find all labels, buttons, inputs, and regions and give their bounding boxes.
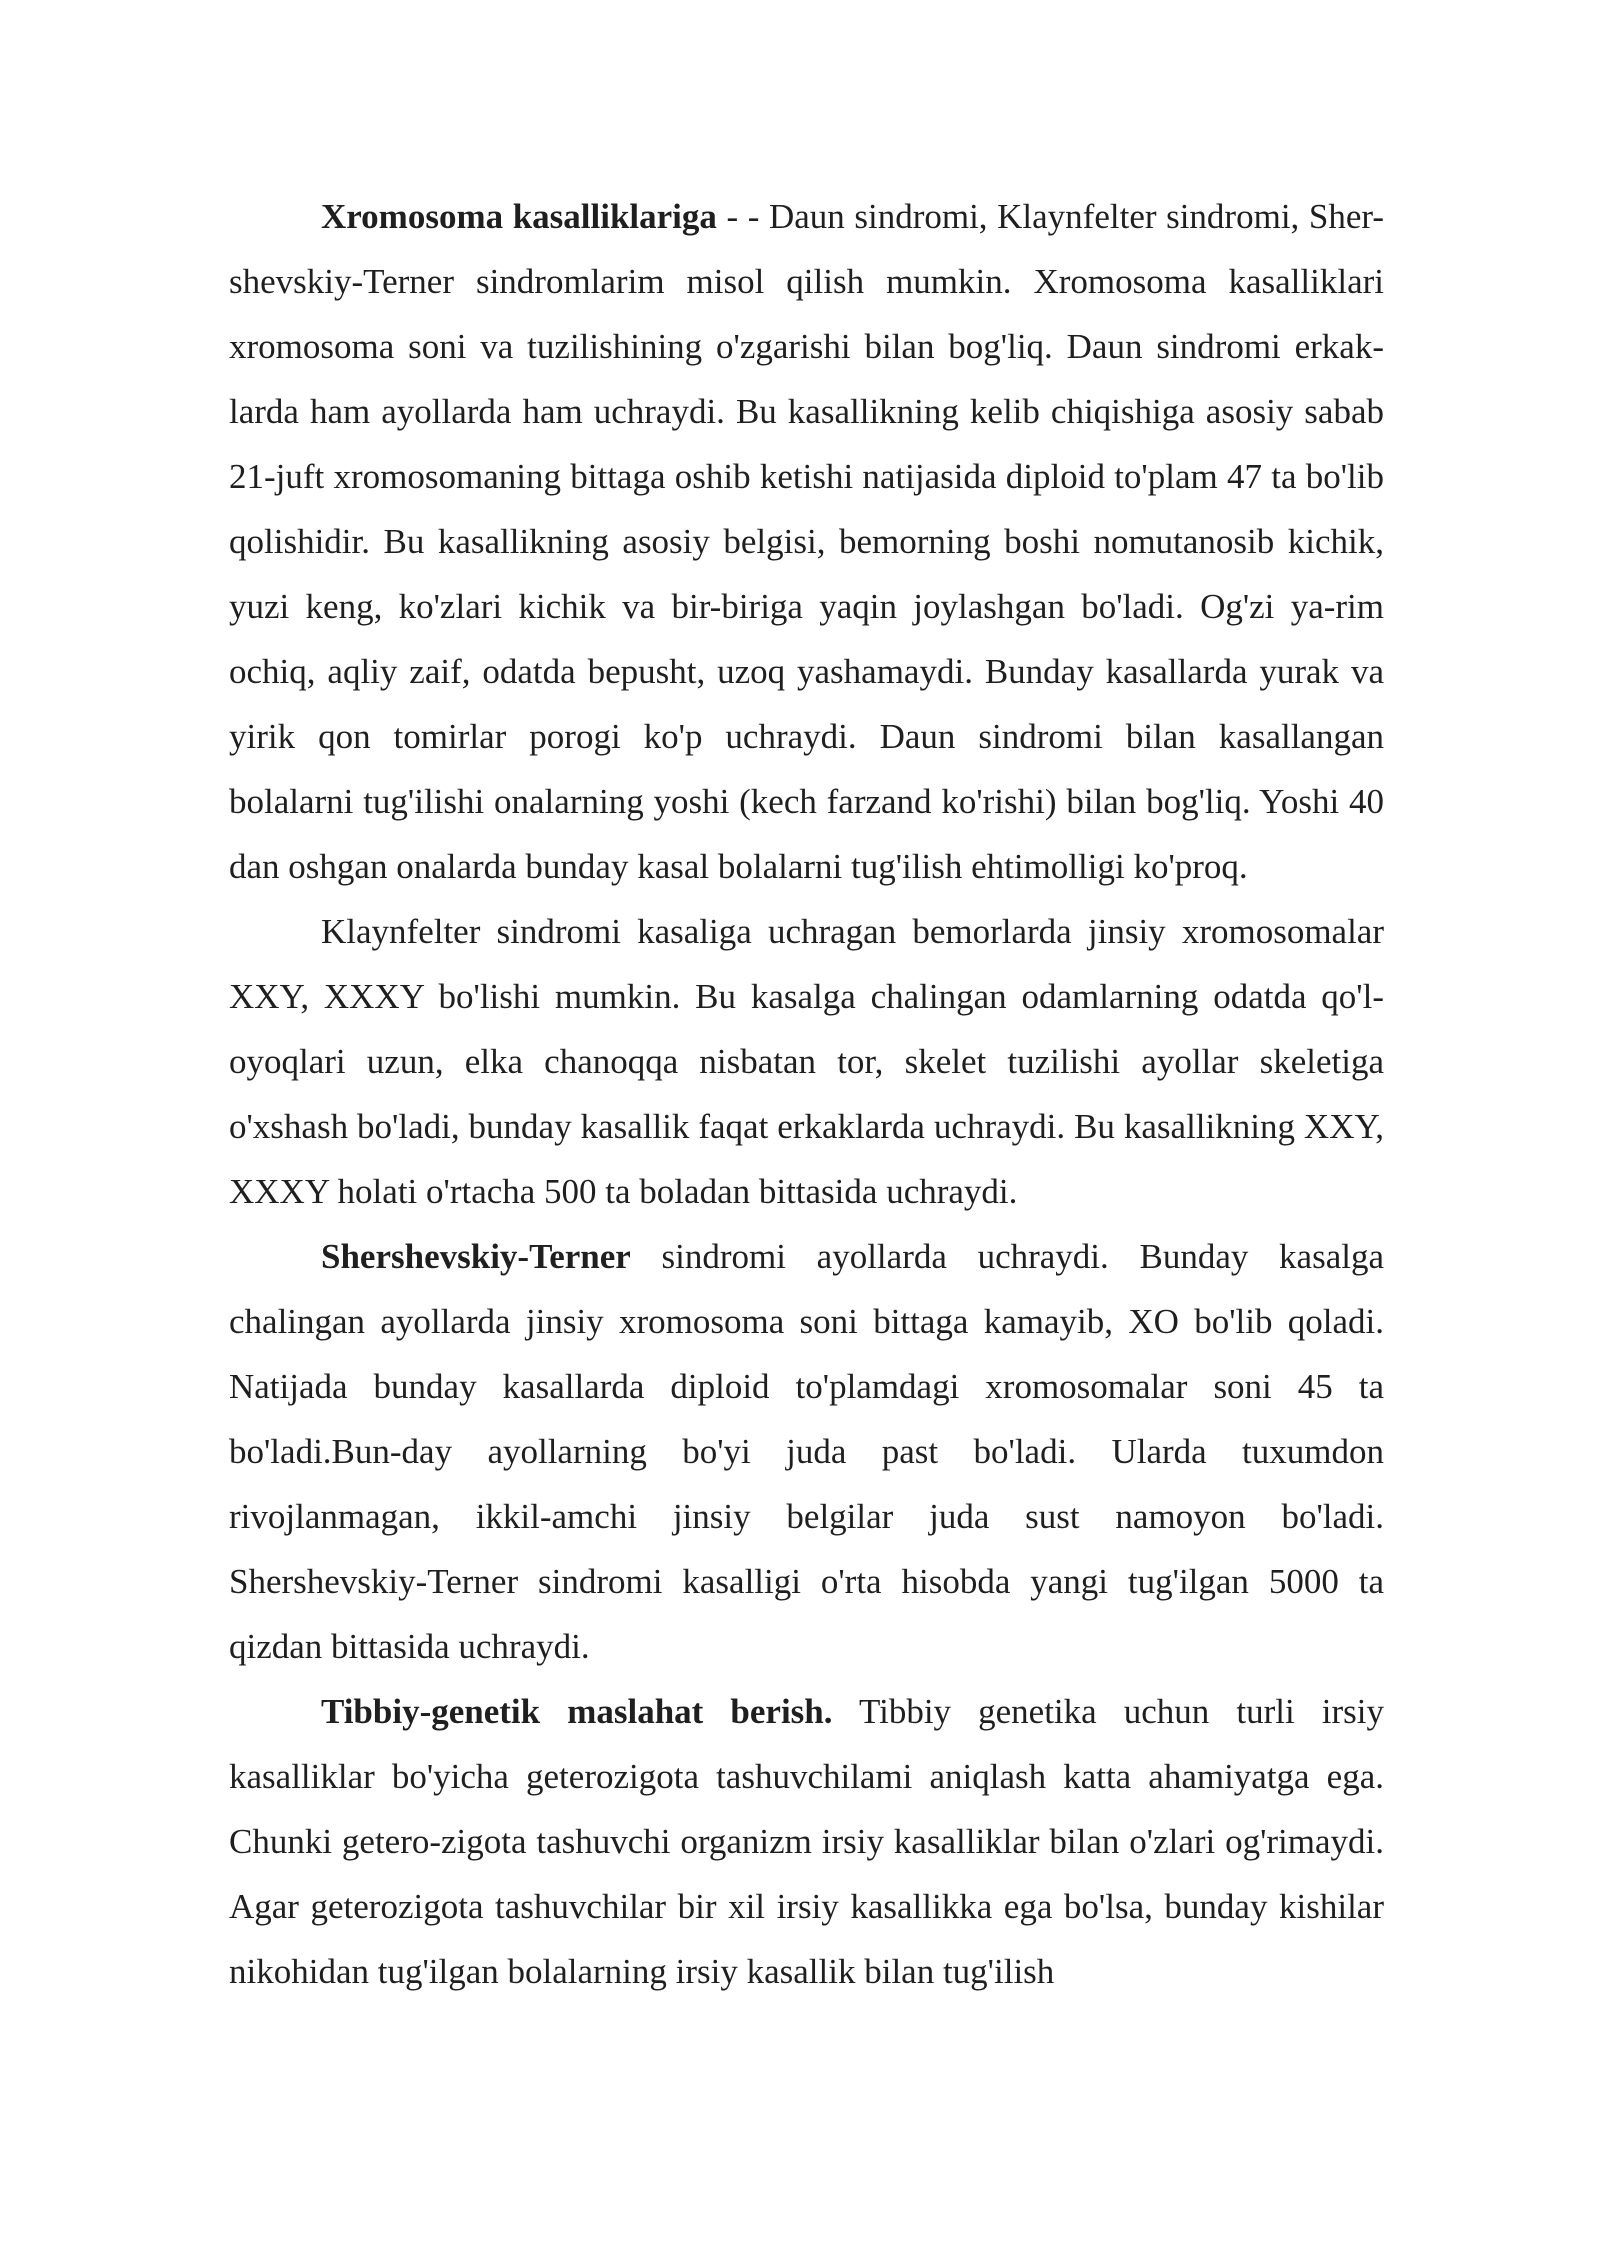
paragraph-genetic-counseling (229, 1679, 1384, 2004)
paragraph-klinefelter (229, 899, 1384, 1224)
paragraph-text: Klaynfelter sindromi kasaliga uchragan bemorlarda jinsiy xromosomalar XXY, XXXY bo'lishi mumkin. Bu kasalga chalingan odamlarning odatda qo'l-oyoqlari uzun, elka chanoqqa nisbatan tor, skelet tuzilishi ayollar skeletiga o'xshash bo'ladi, bunday kasallik faqat erkaklarda uchraydi. Bu kasallikning XXY, XXXY holati o'rtacha 500 ta boladan bittasida uchraydi. (229, 912, 1384, 1211)
term-shershevskiy-terner: Shershevskiy-Terner (321, 1237, 631, 1276)
document-body (229, 184, 1384, 2004)
paragraph-text: - - Daun sindromi, Klaynfelter sindromi, Sher-shevskiy-Terner sindromlarim misol qilish mumkin. Xromosoma kasalliklari xromosoma soni va tuzilishining o'zgarishi bilan bog'liq. Daun sindromi erkak-larda ham ayollarda ham uchraydi. Bu kasallikning kelib chiqishiga asosiy sabab 21-juft xromosomaning bittaga oshib ketishi natijasida diploid to'plam 47 ta bo'lib qolishidir. Bu kasallikning asosiy belgisi, bemorning boshi nomutanosib kichik, yuzi keng, ko'zlari kichik va bir-biriga yaqin joylashgan bo'ladi. Og'zi ya-rim ochiq, aqliy zaif, odatda bepusht, uzoq yashamaydi. Bunday kasallarda yurak va yirik qon tomirlar porogi ko'p uchraydi. Daun sindromi bilan kasallangan bolalarni tug'ilishi onalarning yoshi (kech farzand ko'rishi) bilan bog'liq. Yoshi 40 dan oshgan onalarda bunday kasal bolalarni tug'ilish ehtimolligi ko'proq. (229, 197, 1384, 886)
paragraph-turner (229, 1224, 1384, 1679)
paragraph-text: sindromi ayollarda uchraydi. Bunday kasalga chalingan ayollarda jinsiy xromosoma soni bittaga kamayib, XO bo'lib qoladi. Natijada bunday kasallarda diploid to'plamdagi xromosomalar soni 45 ta bo'ladi.Bun-day ayollarning bo'yi juda past bo'ladi. Ularda tuxumdon rivojlanmagan, ikkil-amchi jinsiy belgilar juda sust namoyon bo'ladi. Shershevskiy-Terner sindromi kasalligi o'rta hisobda yangi tug'ilgan 5000 ta qizdan bittasida uchraydi. (229, 1237, 1384, 1666)
term-chromosomal-diseases: Xromosoma kasalliklariga (321, 197, 717, 236)
paragraph-chromosomal-diseases (229, 184, 1384, 899)
paragraph-text: Tibbiy genetika uchun turli irsiy kasalliklar bo'yicha geterozigota tashuvchilami aniqlash katta ahamiyatga ega. Chunki getero-zigota tashuvchi organizm irsiy kasalliklar bilan o'zlari og'rimaydi. Agar geterozigota tashuvchilar bir xil irsiy kasallikka ega bo'lsa, bunday kishilar nikohidan tug'ilgan bolalarning irsiy kasallik bilan tug'ilish (229, 1692, 1384, 1991)
term-genetic-counseling: Tibbiy-genetik maslahat berish. (321, 1692, 833, 1731)
